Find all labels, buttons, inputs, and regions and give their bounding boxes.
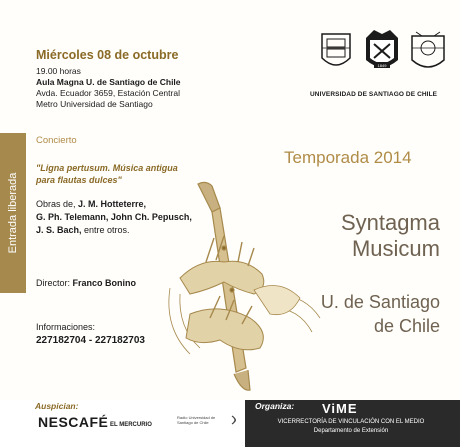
composers-line1 bbox=[36, 198, 146, 211]
free-entry-label: Entrada liberada bbox=[7, 172, 19, 254]
organizer-department: Departamento de Extensión bbox=[313, 428, 389, 434]
work-title-line2: para flautas dulces" bbox=[36, 175, 122, 185]
director-line bbox=[36, 278, 136, 288]
location-line1: U. de Santiago bbox=[320, 292, 440, 312]
organizer-vime-logo: ViME bbox=[322, 401, 358, 416]
location-name bbox=[321, 290, 440, 338]
composer-bach: J. S. Bach, bbox=[36, 225, 82, 235]
crest-year: 1849 bbox=[377, 63, 387, 68]
free-entry-tab bbox=[0, 133, 26, 293]
event-address: Avda. Ecuador 3659, Estación Central bbox=[36, 88, 180, 98]
organizer-label: Organiza: bbox=[255, 401, 295, 411]
recorder-hands-illustration bbox=[150, 178, 330, 400]
season-title: Temporada 2014 bbox=[284, 148, 412, 167]
crest-right-icon bbox=[412, 32, 444, 67]
location-line2: de Chile bbox=[373, 316, 440, 336]
program-type: Concierto bbox=[36, 135, 77, 146]
organizer-name: VICERRECTORÍA DE VINCULACIÓN CON EL MEDIO bbox=[277, 419, 425, 425]
director-name: Franco Bonino bbox=[72, 278, 137, 288]
info-phones: 227182704 - 227182703 bbox=[36, 335, 145, 346]
composers-line3 bbox=[36, 224, 130, 237]
crest-center-icon bbox=[366, 30, 398, 68]
university-name: UNIVERSIDAD DE SANTIAGO DE CHILE bbox=[310, 91, 438, 98]
event-metro: Metro Universidad de Santiago bbox=[36, 99, 153, 109]
composer-telemann-pepusch: G. Ph. Telemann, John Ch. Pepusch, bbox=[36, 212, 192, 222]
sponsor-mercurio-logo: EL MERCURIO bbox=[110, 422, 152, 428]
sponsor-radio-logo: Radio Universidad de Santiago de Chile bbox=[177, 415, 216, 425]
radio-waves-icon bbox=[230, 414, 240, 426]
crest-left-icon bbox=[322, 34, 350, 65]
sponsor-nescafe-logo: NESCAFÉ bbox=[38, 414, 109, 430]
works-suffix: entre otros. bbox=[81, 225, 130, 235]
ensemble-name bbox=[341, 210, 440, 262]
composer-hotteterre: J. M. Hotteterre, bbox=[78, 199, 147, 209]
university-crests-logo bbox=[316, 26, 452, 86]
director-label: Director: bbox=[36, 278, 73, 288]
info-label: Informaciones: bbox=[36, 322, 96, 332]
work-title-line1: "Ligna pertusum. Música antigua bbox=[36, 163, 178, 173]
works-prefix: Obras de, bbox=[36, 199, 79, 209]
ensemble-name-line1: Syntagma bbox=[340, 210, 440, 235]
event-date: Miércoles 08 de octubre bbox=[36, 48, 179, 62]
sponsors-label: Auspician: bbox=[35, 401, 79, 411]
event-time: 19.00 horas bbox=[36, 66, 81, 76]
ensemble-name-line2: Musicum bbox=[351, 236, 440, 261]
event-venue: Aula Magna U. de Santiago de Chile bbox=[36, 77, 181, 87]
